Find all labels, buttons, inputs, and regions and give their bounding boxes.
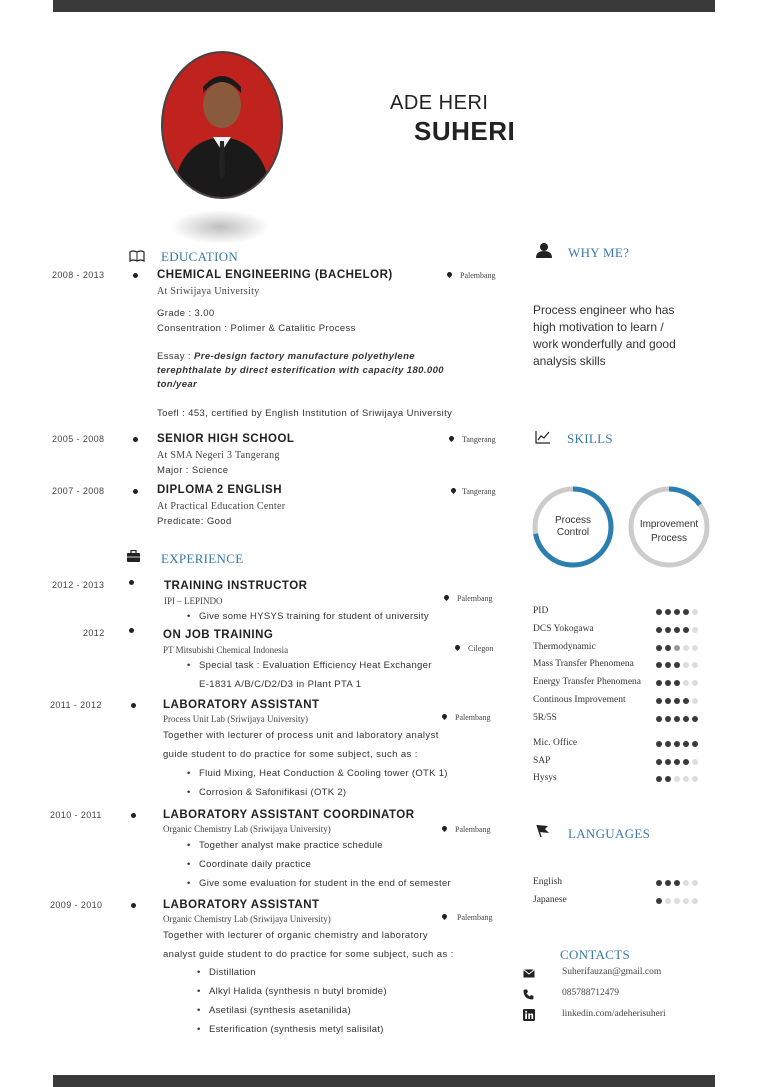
exp-bullet: • Distillation [209, 967, 256, 978]
rating-dot [665, 898, 671, 904]
rating-dot [674, 759, 680, 765]
timeline-dot [131, 703, 136, 708]
rating-dot [656, 898, 662, 904]
rating-dot [692, 759, 698, 765]
edu-major: Major : Science [157, 465, 229, 476]
rating-dot [683, 680, 689, 686]
rating-dot [656, 776, 662, 782]
exp-location: Cilegon [468, 644, 494, 653]
skill-name: Hysys [533, 773, 557, 783]
profile-photo [161, 51, 283, 199]
rating-dot [656, 627, 662, 633]
rating-dot [692, 776, 698, 782]
exp-bullet: • Give some evaluation for student in the end of semester [199, 878, 451, 889]
bottom-bar [53, 1075, 715, 1087]
rating-dot [674, 680, 680, 686]
exp-bullet: • Alkyl Halida (synthesis n butyl bromide) [209, 986, 387, 997]
exp-location: Palembang [455, 825, 491, 834]
exp-title: ON JOB TRAINING [163, 629, 274, 641]
rating-dot [665, 776, 671, 782]
exp-bullet: • Special task : Evaluation Efficiency Heat Exchanger [199, 660, 432, 671]
contact-email[interactable]: Suherifauzan@gmail.com [562, 967, 662, 977]
rating-dot [656, 759, 662, 765]
rating-dot [692, 880, 698, 886]
why-me-line: analysis skills [533, 354, 606, 368]
edu-location: Palembang [460, 271, 496, 280]
rating-dot [674, 645, 680, 651]
exp-text: Together with lecturer of organic chemistry and laboratory [163, 930, 429, 941]
book-icon [129, 250, 145, 262]
rating-dot [692, 662, 698, 668]
rating-dot [656, 698, 662, 704]
languages-title: LANGUAGES [568, 826, 651, 841]
map-pin-icon [441, 913, 448, 920]
contact-phone[interactable]: 085788712479 [562, 988, 619, 998]
skill-donut-improvement-process [624, 482, 714, 572]
rating-dot [683, 645, 689, 651]
map-pin-icon [443, 594, 450, 601]
map-pin-icon [441, 713, 448, 720]
rating-dot [665, 716, 671, 722]
timeline-dot [133, 489, 138, 494]
rating-dot [683, 880, 689, 886]
exp-bullet: • Fluid Mixing, Heat Conduction & Cooling tower (OTK 1) [199, 768, 448, 779]
rating-dot [674, 880, 680, 886]
edu-location: Tangerang [462, 435, 496, 444]
rating-dot [665, 645, 671, 651]
edu-predicate: Predicate: Good [157, 516, 232, 527]
edu-grade: Grade : 3.00 [157, 308, 215, 319]
timeline-dot [131, 813, 136, 818]
skill-name: SAP [533, 756, 551, 766]
skill-rating [656, 716, 698, 722]
map-pin-icon [448, 435, 455, 442]
edu-org: At SMA Negeri 3 Tangerang [157, 450, 280, 461]
exp-text: analyst guide student to do practice for some subject, such as : [163, 949, 454, 960]
flag-icon [536, 824, 551, 838]
edu-concentration: Consentration : Polimer & Catalitic Process [157, 323, 356, 334]
contacts-title: CONTACTS [560, 947, 630, 962]
skill-rating [656, 645, 698, 651]
skill-rating [656, 776, 698, 782]
exp-bullet: • Coordinate daily practice [199, 859, 311, 870]
edu-toefl: Toefl : 453, certified by English Institution of Sriwijaya University [157, 408, 453, 419]
edu-essay-line2: terephthalate by direct esterification with capacity 180.000 [157, 365, 444, 376]
exp-bullet: • Together analyst make practice schedule [199, 840, 383, 851]
edu-title: DIPLOMA 2 ENGLISH [157, 484, 282, 496]
exp-title: LABORATORY ASSISTANT [163, 699, 320, 711]
person-icon [536, 242, 552, 258]
donut-label: Improvement [639, 519, 699, 530]
person-silhouette [163, 53, 281, 197]
rating-dot [683, 759, 689, 765]
rating-dot [665, 680, 671, 686]
rating-dot [692, 698, 698, 704]
timeline-dot [133, 437, 138, 442]
donut-label: Control [556, 527, 590, 538]
exp-location: Palembang [457, 913, 493, 922]
exp-date: 2012 [83, 628, 105, 638]
exp-org: IPI – LEPINDO [164, 596, 223, 606]
exp-text: Together with lecturer of process unit and laboratory analyst [163, 730, 439, 741]
name-last: SUHERI [414, 116, 516, 146]
rating-dot [683, 662, 689, 668]
skill-name: 5R/5S [533, 713, 557, 723]
exp-date: 2012 - 2013 [52, 580, 105, 590]
rating-dot [674, 898, 680, 904]
edu-location: Tangerang [462, 487, 496, 496]
skill-rating [656, 741, 698, 747]
skill-name: Mass Transfer Phenomena [533, 659, 634, 669]
exp-bullet: • Corrosion & Safonifikasi (OTK 2) [199, 787, 346, 798]
edu-title: SENIOR HIGH SCHOOL [157, 433, 295, 445]
edu-date: 2007 - 2008 [52, 486, 105, 496]
exp-org: Organic Chemistry Lab (Sriwijaya University) [163, 824, 331, 834]
edu-date: 2005 - 2008 [52, 434, 105, 444]
rating-dot [656, 662, 662, 668]
why-me-line: high motivation to learn / [533, 320, 664, 334]
rating-dot [683, 627, 689, 633]
rating-dot [674, 776, 680, 782]
rating-dot [656, 741, 662, 747]
phone-icon [523, 989, 534, 1000]
skill-rating [656, 627, 698, 633]
exp-org: PT Mitsubishi Chemical Indonesia [163, 645, 289, 655]
language-rating [656, 880, 698, 886]
linkedin-icon [523, 1009, 535, 1021]
edu-org: At Practical Education Center [157, 501, 286, 512]
essay-label: Essay : [157, 351, 194, 362]
skill-donut-process-control [528, 482, 618, 572]
rating-dot [656, 680, 662, 686]
map-pin-icon [454, 644, 461, 651]
map-pin-icon [446, 271, 453, 278]
rating-dot [665, 880, 671, 886]
rating-dot [692, 741, 698, 747]
rating-dot [692, 716, 698, 722]
exp-bullet-cont: E-1831 A/B/C/D2/D3 in Plant PTA 1 [199, 679, 362, 690]
exp-text: guide student to do practice for some subject, such as : [163, 749, 418, 760]
rating-dot [656, 609, 662, 615]
rating-dot [674, 627, 680, 633]
rating-dot [683, 609, 689, 615]
edu-essay-line1 [157, 351, 415, 362]
rating-dot [674, 609, 680, 615]
edu-org: At Sriwijaya University [157, 286, 260, 297]
rating-dot [656, 645, 662, 651]
exp-location: Palembang [455, 713, 491, 722]
essay-title: Pre-design factory manufacture polyethylene [194, 351, 415, 362]
exp-title: LABORATORY ASSISTANT COORDINATOR [163, 809, 415, 821]
why-me-title: WHY ME? [568, 245, 630, 260]
rating-dot [656, 880, 662, 886]
edu-date: 2008 - 2013 [52, 270, 105, 280]
skills-title: SKILLS [567, 431, 613, 446]
exp-title: TRAINING INSTRUCTOR [164, 580, 308, 592]
exp-date: 2011 - 2012 [50, 700, 102, 710]
rating-dot [665, 609, 671, 615]
rating-dot [683, 741, 689, 747]
rating-dot [692, 680, 698, 686]
skill-name: Mic. Office [533, 738, 578, 748]
timeline-dot [133, 273, 138, 278]
rating-dot [692, 645, 698, 651]
rating-dot [665, 698, 671, 704]
skill-name: Continous Improvement [533, 695, 626, 705]
donut-label: Process [650, 533, 688, 544]
mail-icon [523, 969, 535, 978]
timeline-dot [131, 903, 136, 908]
education-title: EDUCATION [161, 249, 239, 264]
language-name: English [533, 877, 563, 887]
exp-org: Process Unit Lab (Sriwijaya University) [163, 714, 308, 724]
rating-dot [665, 759, 671, 765]
rating-dot [674, 662, 680, 668]
skill-name: Energy Transfer Phenomena [533, 677, 642, 687]
exp-bullet: • Esterification (synthesis metyl salisilat) [209, 1024, 384, 1035]
exp-title: LABORATORY ASSISTANT [163, 899, 320, 911]
chart-icon [535, 430, 551, 444]
rating-dot [692, 898, 698, 904]
skill-rating [656, 759, 698, 765]
rating-dot [656, 716, 662, 722]
rating-dot [692, 627, 698, 633]
exp-date: 2010 - 2011 [50, 810, 102, 820]
map-pin-icon [450, 487, 457, 494]
skill-rating [656, 680, 698, 686]
rating-dot [683, 776, 689, 782]
photo-shadow [170, 210, 270, 244]
skill-rating [656, 609, 698, 615]
skill-name: PID [533, 606, 549, 616]
why-me-line: work wonderfully and good [533, 337, 676, 351]
top-bar [53, 0, 715, 12]
contact-linkedin[interactable]: linkedin.com/adeherisuheri [562, 1009, 666, 1019]
donut-label: Process [554, 515, 592, 526]
rating-dot [674, 698, 680, 704]
experience-title: EXPERIENCE [161, 551, 244, 566]
timeline-dot [129, 628, 134, 633]
briefcase-icon [126, 550, 141, 563]
rating-dot [665, 627, 671, 633]
rating-dot [683, 698, 689, 704]
language-rating [656, 898, 698, 904]
exp-bullet: • Give some HYSYS training for student of university [199, 611, 429, 622]
exp-date: 2009 - 2010 [50, 900, 103, 910]
rating-dot [665, 662, 671, 668]
skill-name: Thermodynamic [533, 642, 596, 652]
skill-rating [656, 662, 698, 668]
name-first: ADE HERI [390, 92, 489, 114]
skill-rating [656, 698, 698, 704]
rating-dot [674, 716, 680, 722]
map-pin-icon [441, 825, 448, 832]
rating-dot [665, 741, 671, 747]
rating-dot [692, 609, 698, 615]
language-name: Japanese [533, 895, 567, 905]
why-me-text [533, 302, 676, 370]
edu-title: CHEMICAL ENGINEERING (BACHELOR) [157, 269, 393, 281]
rating-dot [683, 716, 689, 722]
exp-bullet: • Asetilasi (synthesis asetanilida) [209, 1005, 351, 1016]
rating-dot [674, 741, 680, 747]
rating-dot [683, 898, 689, 904]
exp-org: Organic Chemistry Lab (Sriwijaya University) [163, 914, 331, 924]
exp-location: Palembang [457, 594, 493, 603]
timeline-dot [129, 580, 134, 585]
edu-essay-line3: ton/year [157, 379, 198, 390]
skill-name: DCS Yokogawa [533, 624, 594, 634]
why-me-line: Process engineer who has [533, 303, 675, 317]
